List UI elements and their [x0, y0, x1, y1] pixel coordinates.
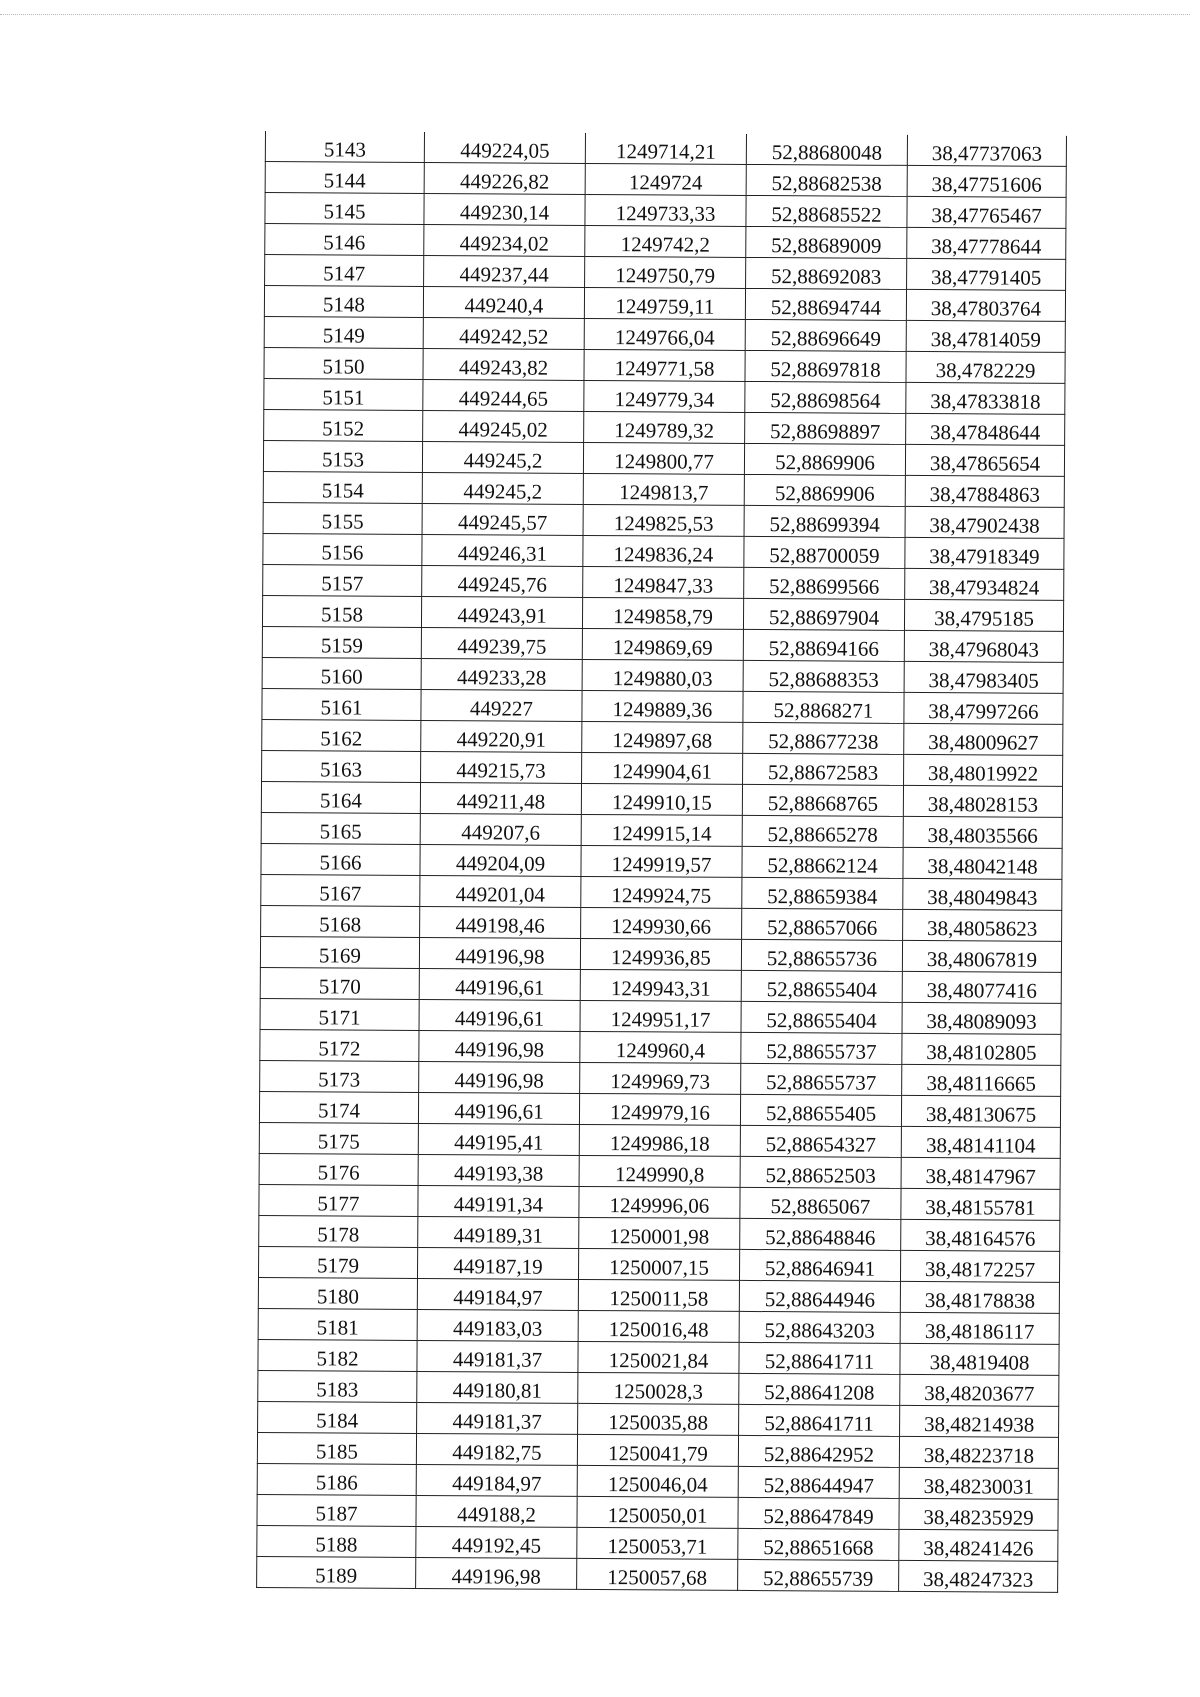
x-coordinate-cell: 449196,98 — [416, 1557, 577, 1589]
y-coordinate-cell: 1249979,16 — [579, 1093, 740, 1125]
latitude-cell: 52,88689009 — [746, 226, 907, 258]
longitude-cell: 38,4819408 — [900, 1343, 1059, 1375]
latitude-cell: 52,88644946 — [739, 1280, 900, 1312]
x-coordinate-cell: 449192,45 — [416, 1526, 577, 1558]
point-number-cell: 5177 — [259, 1184, 418, 1216]
point-number-cell: 5149 — [264, 316, 423, 348]
latitude-cell: 52,88652503 — [740, 1156, 901, 1188]
point-number-cell: 5143 — [265, 131, 424, 162]
x-coordinate-cell: 449196,61 — [419, 999, 580, 1031]
x-coordinate-cell: 449184,97 — [417, 1278, 578, 1310]
latitude-cell: 52,88682538 — [746, 164, 907, 196]
table-row — [257, 1525, 1058, 1561]
point-number-cell: 5144 — [265, 162, 424, 194]
point-number-cell: 5155 — [263, 502, 422, 534]
point-number-cell: 5150 — [264, 347, 423, 379]
latitude-cell: 52,88655405 — [740, 1094, 901, 1126]
latitude-cell: 52,88659384 — [742, 877, 903, 909]
table-row — [260, 936, 1061, 972]
table-row — [264, 409, 1065, 445]
x-coordinate-cell: 449242,52 — [423, 317, 584, 349]
y-coordinate-cell: 1249714,21 — [585, 133, 746, 164]
y-coordinate-cell: 1249930,66 — [581, 907, 742, 939]
x-coordinate-cell: 449246,31 — [422, 534, 583, 566]
y-coordinate-cell: 1249880,03 — [582, 659, 743, 691]
point-number-cell: 5169 — [260, 936, 419, 968]
point-number-cell: 5173 — [260, 1060, 419, 1092]
longitude-cell: 38,48077416 — [902, 971, 1061, 1003]
longitude-cell: 38,47751606 — [907, 165, 1066, 197]
latitude-cell: 52,88648846 — [740, 1218, 901, 1250]
latitude-cell: 52,8868271 — [743, 691, 904, 723]
y-coordinate-cell: 1250021,84 — [578, 1341, 739, 1373]
y-coordinate-cell: 1250046,04 — [577, 1465, 738, 1497]
y-coordinate-cell: 1249779,34 — [584, 380, 745, 412]
table-row — [257, 1432, 1058, 1468]
point-number-cell: 5152 — [264, 409, 423, 441]
y-coordinate-cell: 1249759,11 — [584, 287, 745, 319]
point-number-cell: 5171 — [260, 998, 419, 1030]
table-row — [265, 131, 1066, 166]
point-number-cell: 5145 — [265, 193, 424, 225]
x-coordinate-cell: 449182,75 — [416, 1433, 577, 1465]
point-number-cell: 5159 — [262, 626, 421, 658]
y-coordinate-cell: 1249789,32 — [584, 411, 745, 443]
table-row — [265, 255, 1066, 291]
longitude-cell: 38,47765467 — [907, 196, 1066, 228]
table-row — [261, 874, 1062, 910]
x-coordinate-cell: 449230,14 — [424, 193, 585, 225]
table-row — [262, 719, 1063, 755]
point-number-cell: 5157 — [263, 564, 422, 596]
latitude-cell: 52,88642952 — [738, 1435, 899, 1467]
table-row — [265, 193, 1066, 229]
y-coordinate-cell: 1249724 — [585, 163, 746, 195]
latitude-cell: 52,88688353 — [743, 660, 904, 692]
point-number-cell: 5172 — [260, 1029, 419, 1061]
table-row — [257, 1463, 1058, 1499]
point-number-cell: 5180 — [258, 1277, 417, 1309]
x-coordinate-cell: 449245,2 — [422, 472, 583, 504]
x-coordinate-cell: 449196,61 — [419, 968, 580, 1000]
longitude-cell: 38,47934824 — [905, 568, 1064, 600]
x-coordinate-cell: 449196,98 — [419, 1030, 580, 1062]
table-row — [258, 1339, 1059, 1375]
point-number-cell: 5178 — [259, 1215, 418, 1247]
longitude-cell: 38,47865654 — [905, 444, 1064, 476]
table-row — [259, 1091, 1060, 1127]
x-coordinate-cell: 449196,98 — [419, 1061, 580, 1093]
point-number-cell: 5165 — [261, 812, 420, 844]
latitude-cell: 52,88668765 — [742, 784, 903, 816]
x-coordinate-cell: 449207,6 — [420, 813, 581, 845]
latitude-cell: 52,88643203 — [739, 1311, 900, 1343]
y-coordinate-cell: 1250057,68 — [577, 1558, 738, 1590]
point-number-cell: 5176 — [259, 1153, 418, 1185]
latitude-cell: 52,88694744 — [745, 288, 906, 320]
table-row — [262, 595, 1063, 631]
y-coordinate-cell: 1250011,58 — [578, 1279, 739, 1311]
longitude-cell: 38,47791405 — [907, 258, 1066, 290]
longitude-cell: 38,48178838 — [900, 1281, 1059, 1313]
coordinates-table-body — [257, 131, 1067, 1592]
x-coordinate-cell: 449245,57 — [422, 503, 583, 535]
latitude-cell: 52,88641711 — [739, 1404, 900, 1436]
point-number-cell: 5146 — [265, 224, 424, 256]
longitude-cell: 38,48223718 — [899, 1436, 1058, 1468]
x-coordinate-cell: 449245,2 — [422, 441, 583, 473]
y-coordinate-cell: 1249996,06 — [579, 1186, 740, 1218]
table-row — [257, 1494, 1058, 1530]
x-coordinate-cell: 449240,4 — [423, 286, 584, 318]
longitude-cell: 38,48028153 — [903, 785, 1062, 817]
x-coordinate-cell: 449195,41 — [418, 1123, 579, 1155]
x-coordinate-cell: 449198,46 — [420, 906, 581, 938]
x-coordinate-cell: 449224,05 — [424, 132, 585, 163]
x-coordinate-cell: 449180,81 — [417, 1371, 578, 1403]
point-number-cell: 5182 — [258, 1339, 417, 1371]
latitude-cell: 52,88677238 — [743, 722, 904, 754]
latitude-cell: 52,88655404 — [741, 970, 902, 1002]
latitude-cell: 52,88698564 — [745, 381, 906, 413]
x-coordinate-cell: 449188,2 — [416, 1495, 577, 1527]
longitude-cell: 38,47737063 — [907, 135, 1066, 166]
latitude-cell: 52,88641208 — [739, 1373, 900, 1405]
table-row — [260, 1029, 1061, 1065]
table-row — [262, 688, 1063, 724]
point-number-cell: 5163 — [262, 750, 421, 782]
table-row — [258, 1246, 1059, 1282]
table-row — [258, 1277, 1059, 1313]
y-coordinate-cell: 1249825,53 — [583, 504, 744, 536]
latitude-cell: 52,88696649 — [745, 319, 906, 351]
x-coordinate-cell: 449193,38 — [418, 1154, 579, 1186]
point-number-cell: 5154 — [263, 471, 422, 503]
y-coordinate-cell: 1249904,61 — [582, 752, 743, 784]
longitude-cell: 38,47968043 — [904, 630, 1063, 662]
point-number-cell: 5181 — [258, 1308, 417, 1340]
latitude-cell: 52,88700059 — [744, 536, 905, 568]
table-row — [265, 224, 1066, 260]
table-row — [259, 1153, 1060, 1189]
table-row — [264, 286, 1065, 322]
x-coordinate-cell: 449226,82 — [424, 162, 585, 194]
point-number-cell: 5179 — [258, 1246, 417, 1278]
table-row — [260, 1060, 1061, 1096]
latitude-cell: 52,88647849 — [738, 1497, 899, 1529]
x-coordinate-cell: 449183,03 — [417, 1309, 578, 1341]
x-coordinate-cell: 449181,37 — [417, 1340, 578, 1372]
y-coordinate-cell: 1250028,3 — [578, 1372, 739, 1404]
y-coordinate-cell: 1249986,18 — [579, 1124, 740, 1156]
latitude-cell: 52,88655737 — [741, 1063, 902, 1095]
latitude-cell: 52,88672583 — [743, 753, 904, 785]
latitude-cell: 52,88699566 — [744, 567, 905, 599]
latitude-cell: 52,8869906 — [744, 443, 905, 475]
table-row — [263, 502, 1064, 538]
y-coordinate-cell: 1250007,15 — [578, 1248, 739, 1280]
point-number-cell: 5188 — [257, 1525, 416, 1557]
x-coordinate-cell: 449234,02 — [424, 224, 585, 256]
table-row — [264, 378, 1065, 414]
table-row — [262, 626, 1063, 662]
x-coordinate-cell: 449244,65 — [423, 379, 584, 411]
y-coordinate-cell: 1249990,8 — [579, 1155, 740, 1187]
y-coordinate-cell: 1249800,77 — [583, 442, 744, 474]
longitude-cell: 38,48235929 — [899, 1498, 1058, 1530]
y-coordinate-cell: 1249943,31 — [580, 969, 741, 1001]
latitude-cell: 52,88646941 — [739, 1249, 900, 1281]
longitude-cell: 38,48089093 — [902, 1002, 1061, 1034]
y-coordinate-cell: 1249960,4 — [580, 1031, 741, 1063]
x-coordinate-cell: 449181,37 — [417, 1402, 578, 1434]
latitude-cell: 52,88665278 — [742, 815, 903, 847]
longitude-cell: 38,48214938 — [900, 1405, 1059, 1437]
table-row — [265, 162, 1066, 198]
longitude-cell: 38,47778644 — [907, 227, 1066, 259]
longitude-cell: 38,48230031 — [899, 1467, 1058, 1499]
longitude-cell: 38,47918349 — [905, 537, 1064, 569]
point-number-cell: 5156 — [263, 533, 422, 565]
longitude-cell: 38,48049843 — [903, 878, 1062, 910]
longitude-cell: 38,47884863 — [905, 475, 1064, 507]
table-row — [261, 905, 1062, 941]
longitude-cell: 38,48116665 — [902, 1064, 1061, 1096]
y-coordinate-cell: 1249766,04 — [584, 318, 745, 350]
longitude-cell: 38,48164576 — [901, 1219, 1060, 1251]
table-row — [259, 1184, 1060, 1220]
y-coordinate-cell: 1249869,69 — [582, 628, 743, 660]
x-coordinate-cell: 449204,09 — [420, 844, 581, 876]
point-number-cell: 5167 — [261, 874, 420, 906]
table-row — [260, 998, 1061, 1034]
x-coordinate-cell: 449196,61 — [418, 1092, 579, 1124]
latitude-cell: 52,88697904 — [743, 598, 904, 630]
table-row — [262, 750, 1063, 786]
longitude-cell: 38,48058623 — [903, 909, 1062, 941]
latitude-cell: 52,88692083 — [746, 257, 907, 289]
x-coordinate-cell: 449189,31 — [418, 1216, 579, 1248]
table-row — [261, 781, 1062, 817]
y-coordinate-cell: 1249924,75 — [581, 876, 742, 908]
longitude-cell: 38,48203677 — [900, 1374, 1059, 1406]
table-row — [261, 812, 1062, 848]
point-number-cell: 5160 — [262, 657, 421, 689]
x-coordinate-cell: 449187,19 — [417, 1247, 578, 1279]
latitude-cell: 52,88699394 — [744, 505, 905, 537]
y-coordinate-cell: 1249733,33 — [585, 194, 746, 226]
y-coordinate-cell: 1249858,79 — [582, 597, 743, 629]
point-number-cell: 5186 — [257, 1463, 416, 1495]
x-coordinate-cell: 449184,97 — [416, 1464, 577, 1496]
table-row — [261, 843, 1062, 879]
latitude-cell: 52,88698897 — [745, 412, 906, 444]
latitude-cell: 52,88655739 — [738, 1559, 899, 1591]
latitude-cell: 52,88685522 — [746, 195, 907, 227]
longitude-cell: 38,48147967 — [901, 1157, 1060, 1189]
table-row — [257, 1556, 1058, 1592]
point-number-cell: 5175 — [259, 1122, 418, 1154]
table-row — [264, 316, 1065, 352]
latitude-cell: 52,88644947 — [738, 1466, 899, 1498]
y-coordinate-cell: 1250053,71 — [577, 1527, 738, 1559]
longitude-cell: 38,48241426 — [899, 1529, 1058, 1561]
y-coordinate-cell: 1249915,14 — [581, 814, 742, 846]
y-coordinate-cell: 1250050,01 — [577, 1496, 738, 1528]
x-coordinate-cell: 449233,28 — [421, 658, 582, 690]
y-coordinate-cell: 1250035,88 — [578, 1403, 739, 1435]
longitude-cell: 38,48067819 — [902, 940, 1061, 972]
point-number-cell: 5166 — [261, 843, 420, 875]
longitude-cell: 38,48155781 — [901, 1188, 1060, 1220]
table-row — [263, 440, 1064, 476]
table-row — [264, 347, 1065, 383]
y-coordinate-cell: 1249742,2 — [585, 225, 746, 257]
longitude-cell: 38,47803764 — [906, 289, 1065, 321]
longitude-cell: 38,47848644 — [906, 413, 1065, 445]
y-coordinate-cell: 1249897,68 — [582, 721, 743, 753]
latitude-cell: 52,8869906 — [744, 474, 905, 506]
latitude-cell: 52,88654327 — [740, 1125, 901, 1157]
latitude-cell: 52,88655404 — [741, 1001, 902, 1033]
y-coordinate-cell: 1249910,15 — [581, 783, 742, 815]
point-number-cell: 5162 — [262, 719, 421, 751]
table-row — [263, 564, 1064, 600]
longitude-cell: 38,47814059 — [906, 320, 1065, 352]
y-coordinate-cell: 1249969,73 — [580, 1062, 741, 1094]
latitude-cell: 52,88655736 — [741, 939, 902, 971]
y-coordinate-cell: 1249889,36 — [582, 690, 743, 722]
point-number-cell: 5164 — [261, 781, 420, 813]
point-number-cell: 5148 — [264, 286, 423, 318]
latitude-cell: 52,88651668 — [738, 1528, 899, 1560]
latitude-cell: 52,88697818 — [745, 350, 906, 382]
longitude-cell: 38,48042148 — [903, 847, 1062, 879]
x-coordinate-cell: 449211,48 — [420, 782, 581, 814]
y-coordinate-cell: 1249750,79 — [585, 256, 746, 288]
point-number-cell: 5187 — [257, 1494, 416, 1526]
latitude-cell: 52,88655737 — [741, 1032, 902, 1064]
x-coordinate-cell: 449191,34 — [418, 1185, 579, 1217]
x-coordinate-cell: 449245,76 — [422, 565, 583, 597]
x-coordinate-cell: 449239,75 — [421, 627, 582, 659]
latitude-cell: 52,88694166 — [743, 629, 904, 661]
table-row — [258, 1370, 1059, 1406]
latitude-cell: 52,88641711 — [739, 1342, 900, 1374]
longitude-cell: 38,48247323 — [899, 1560, 1058, 1592]
point-number-cell: 5189 — [257, 1556, 416, 1588]
y-coordinate-cell: 1250016,48 — [578, 1310, 739, 1342]
table-row — [258, 1308, 1059, 1344]
longitude-cell: 38,4795185 — [904, 599, 1063, 631]
latitude-cell: 52,88662124 — [742, 846, 903, 878]
y-coordinate-cell: 1249836,24 — [583, 535, 744, 567]
coordinates-table — [256, 131, 1067, 1593]
scan-top-edge — [0, 14, 1190, 15]
latitude-cell: 52,8865067 — [740, 1187, 901, 1219]
longitude-cell: 38,47833818 — [906, 382, 1065, 414]
point-number-cell: 5170 — [260, 967, 419, 999]
longitude-cell: 38,47997266 — [904, 692, 1063, 724]
longitude-cell: 38,48102805 — [902, 1033, 1061, 1065]
longitude-cell: 38,4782229 — [906, 351, 1065, 383]
point-number-cell: 5183 — [258, 1370, 417, 1402]
y-coordinate-cell: 1249847,33 — [583, 566, 744, 598]
point-number-cell: 5147 — [265, 255, 424, 287]
point-number-cell: 5185 — [257, 1432, 416, 1464]
x-coordinate-cell: 449237,44 — [424, 255, 585, 287]
table-row — [260, 967, 1061, 1003]
longitude-cell: 38,48009627 — [904, 723, 1063, 755]
point-number-cell: 5184 — [258, 1401, 417, 1433]
point-number-cell: 5158 — [262, 595, 421, 627]
x-coordinate-cell: 449243,82 — [423, 348, 584, 380]
longitude-cell: 38,48130675 — [901, 1095, 1060, 1127]
longitude-cell: 38,48019922 — [904, 754, 1063, 786]
y-coordinate-cell: 1250041,79 — [577, 1434, 738, 1466]
y-coordinate-cell: 1249919,57 — [581, 845, 742, 877]
x-coordinate-cell: 449243,91 — [421, 596, 582, 628]
point-number-cell: 5161 — [262, 688, 421, 720]
table-row — [259, 1122, 1060, 1158]
y-coordinate-cell: 1249936,85 — [580, 938, 741, 970]
y-coordinate-cell: 1249813,7 — [583, 473, 744, 505]
point-number-cell: 5168 — [261, 905, 420, 937]
y-coordinate-cell: 1250001,98 — [579, 1217, 740, 1249]
longitude-cell: 38,48035566 — [903, 816, 1062, 848]
table-row — [259, 1215, 1060, 1251]
longitude-cell: 38,48141104 — [901, 1126, 1060, 1158]
y-coordinate-cell: 1249771,58 — [584, 349, 745, 381]
table-row — [262, 657, 1063, 693]
longitude-cell: 38,48186117 — [900, 1312, 1059, 1344]
x-coordinate-cell: 449227 — [421, 689, 582, 721]
latitude-cell: 52,88657066 — [742, 908, 903, 940]
x-coordinate-cell: 449201,04 — [420, 875, 581, 907]
point-number-cell: 5174 — [259, 1091, 418, 1123]
latitude-cell: 52,88680048 — [746, 134, 907, 165]
point-number-cell: 5153 — [263, 440, 422, 472]
x-coordinate-cell: 449245,02 — [423, 410, 584, 442]
table-row — [263, 471, 1064, 507]
x-coordinate-cell: 449215,73 — [421, 751, 582, 783]
longitude-cell: 38,48172257 — [900, 1250, 1059, 1282]
table-row — [263, 533, 1064, 569]
x-coordinate-cell: 449196,98 — [419, 937, 580, 969]
longitude-cell: 38,47902438 — [905, 506, 1064, 538]
point-number-cell: 5151 — [264, 378, 423, 410]
y-coordinate-cell: 1249951,17 — [580, 1000, 741, 1032]
table-row — [258, 1401, 1059, 1437]
longitude-cell: 38,47983405 — [904, 661, 1063, 693]
x-coordinate-cell: 449220,91 — [421, 720, 582, 752]
